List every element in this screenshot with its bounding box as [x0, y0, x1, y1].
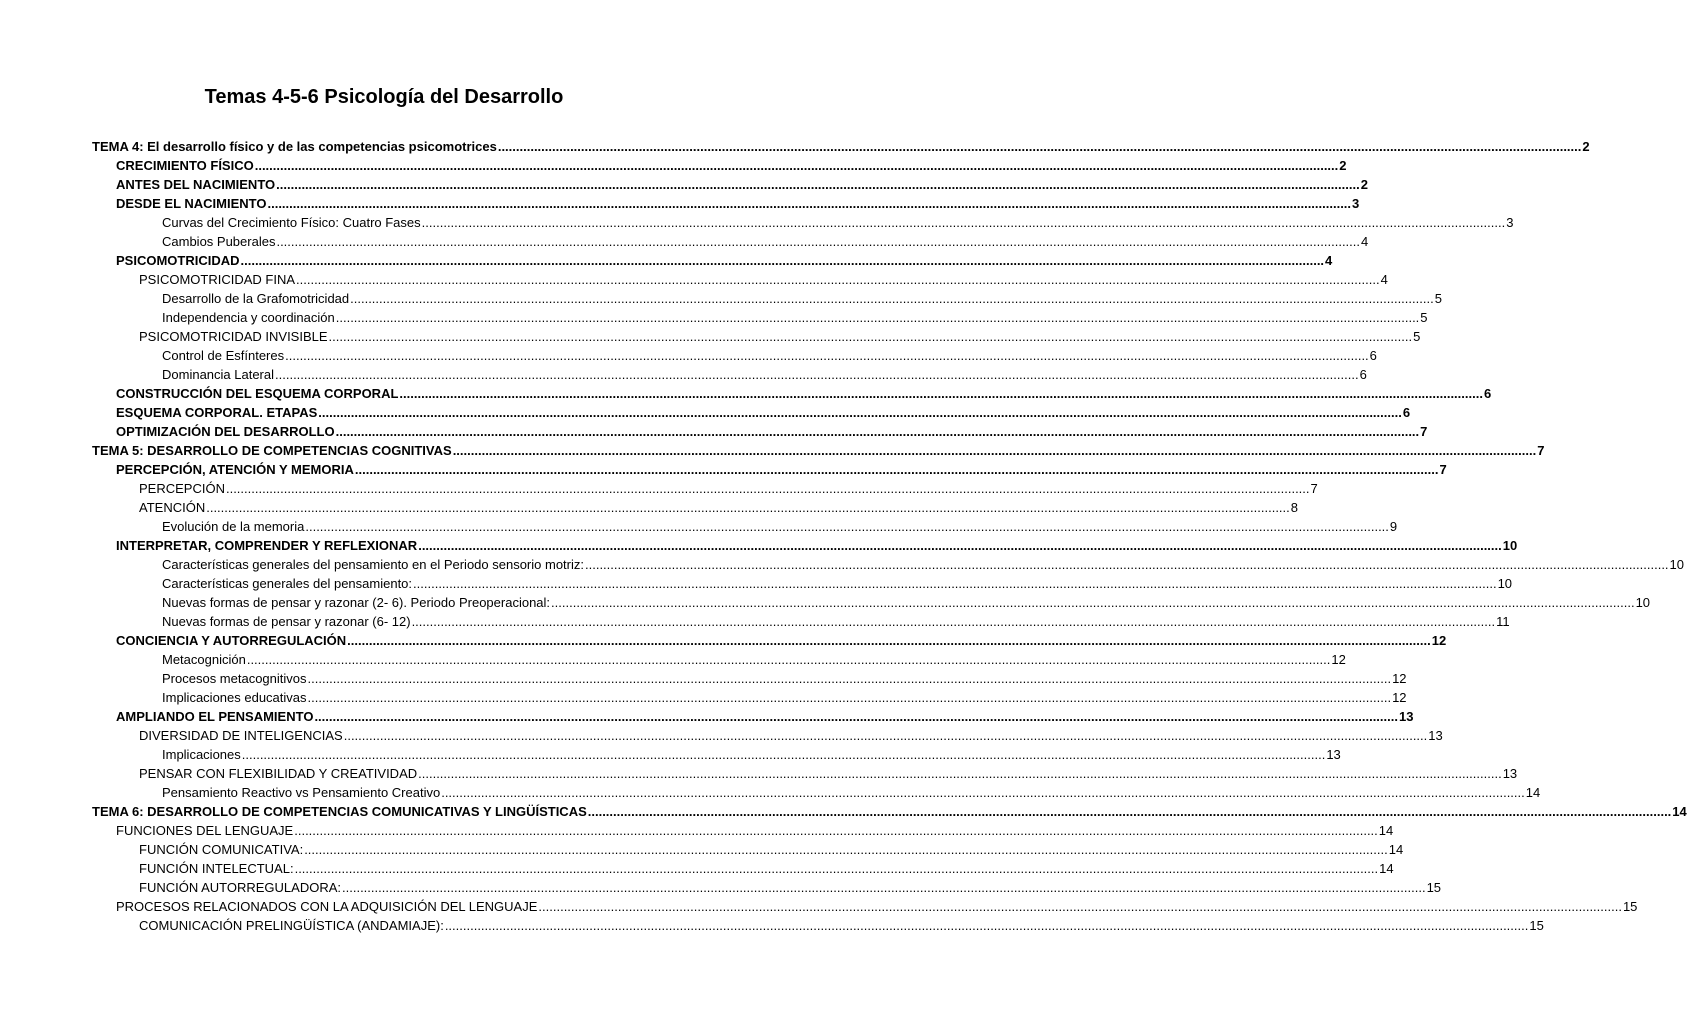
toc-entry[interactable]	[139, 915, 1544, 934]
toc-leader-dots: ............................................................................................................................................................................................................................................................................................................	[307, 671, 1392, 686]
toc-leader-dots: ............................................................................................................................................................................................................................................................................................................	[305, 519, 1389, 534]
toc-entry-title: CONCIENCIA Y AUTORREGULACIÓN	[116, 633, 347, 648]
toc-leader-dots: ............................................................................................................................................................................................................................................................................................................	[318, 405, 1402, 420]
toc-leader-dots: ............................................................................................................................................................................................................................................................................................................	[307, 690, 1392, 705]
toc-entry[interactable]	[116, 820, 1394, 839]
toc-leader-dots: ............................................................................................................................................................................................................................................................................................................	[294, 823, 1378, 838]
toc-entry-page: 7	[1310, 481, 1318, 496]
toc-entry-page: 10	[1635, 595, 1651, 610]
toc-leader-dots: ............................................................................................................................................................................................................................................................................................................	[276, 234, 1360, 249]
toc-entry-title: AMPLIANDO EL PENSAMIENTO	[116, 709, 314, 724]
toc-leader-dots: ............................................................................................................................................................................................................................................................................................................	[328, 329, 1413, 344]
toc-entry[interactable]	[116, 402, 1411, 421]
toc-leader-dots: ............................................................................................................................................................................................................................................................................................................	[304, 842, 1388, 857]
toc-leader-dots: ............................................................................................................................................................................................................................................................................................................	[411, 614, 1496, 629]
toc-entry-title: FUNCIONES DEL LENGUAJE	[116, 823, 294, 838]
toc-entry-title: FUNCIÓN AUTORREGULADORA:	[139, 880, 342, 895]
toc-entry[interactable]	[116, 383, 1492, 402]
toc-entry-title: PERCEPCIÓN, ATENCIÓN Y MEMORIA	[116, 462, 354, 477]
toc-entry-title: PSICOMOTRICIDAD INVISIBLE	[139, 329, 328, 344]
toc-entry[interactable]	[139, 497, 1298, 516]
toc-entry[interactable]	[92, 801, 1687, 820]
toc-entry-title: OPTIMIZACIÓN DEL DESARROLLO	[116, 424, 335, 439]
toc-entry-title: DESDE EL NACIMIENTO	[116, 196, 267, 211]
toc-entry[interactable]	[162, 288, 1442, 307]
toc-entry[interactable]	[116, 535, 1518, 554]
toc-entry-title: Cambios Puberales	[162, 234, 276, 249]
toc-entry-page: 15	[1529, 918, 1544, 933]
toc-entry-page: 14	[1379, 861, 1394, 876]
toc-entry-page: 14	[1525, 785, 1541, 800]
toc-entry-page: 12	[1331, 652, 1346, 667]
toc-entry-page: 2	[1582, 139, 1590, 154]
toc-entry-title: Nuevas formas de pensar y razonar (6- 12)	[162, 614, 411, 629]
toc-entry-title: Pensamiento Reactivo vs Pensamiento Creativo	[162, 785, 441, 800]
toc-entry[interactable]	[162, 516, 1398, 535]
toc-leader-dots: ............................................................................................................................................................................................................................................................................................................	[587, 804, 1672, 819]
document-title: Temas 4-5-6 Psicología del Desarrollo	[204, 86, 564, 108]
toc-entry[interactable]	[162, 668, 1407, 687]
toc-entry-page: 5	[1420, 310, 1428, 325]
toc-leader-dots: ............................................................................................................................................................................................................................................................................................................	[538, 899, 1622, 914]
toc-entry-title: Implicaciones educativas	[162, 690, 307, 705]
toc-entry[interactable]	[116, 250, 1333, 269]
toc-leader-dots: ............................................................................................................................................................................................................................................................................................................	[335, 424, 1420, 439]
toc-entry[interactable]	[162, 687, 1407, 706]
toc-entry-title: TEMA 5: DESARROLLO DE COMPETENCIAS COGNITIVAS	[92, 443, 452, 458]
toc-entry-title: COMUNICACIÓN PRELINGÜÍSTICA (ANDAMIAJE):	[139, 918, 444, 933]
toc-entry[interactable]	[116, 459, 1447, 478]
toc-leader-dots: ............................................................................................................................................................................................................................................................................................................	[296, 272, 1380, 287]
toc-entry-page: 6	[1369, 348, 1377, 363]
toc-leader-dots: ............................................................................................................................................................................................................................................................................................................	[585, 557, 1669, 572]
toc-leader-dots: ............................................................................................................................................................................................................................................................................................................	[294, 861, 1379, 876]
toc-entry-title: ATENCIÓN	[139, 500, 206, 515]
toc-entry-title: Implicaciones	[162, 747, 241, 762]
toc-entry-page: 2	[1339, 158, 1347, 173]
toc-entry-page: 2	[1360, 177, 1368, 192]
toc-entry[interactable]	[116, 630, 1447, 649]
toc-entry-title: PERCEPCIÓN	[139, 481, 225, 496]
toc-leader-dots: ............................................................................................................................................................................................................................................................................................................	[206, 500, 1290, 515]
toc-entry[interactable]	[162, 782, 1541, 801]
toc-entry[interactable]	[116, 421, 1428, 440]
toc-entry-title: ESQUEMA CORPORAL. ETAPAS	[116, 405, 318, 420]
toc-entry[interactable]	[162, 744, 1341, 763]
toc-leader-dots: ............................................................................................................................................................................................................................................................................................................	[413, 576, 1497, 591]
toc-entry-title: PENSAR CON FLEXIBILIDAD Y CREATIVIDAD	[139, 766, 418, 781]
toc-entry-title: Curvas del Crecimiento Físico: Cuatro Fases	[162, 215, 421, 230]
toc-entry-title: Características generales del pensamiento:	[162, 576, 413, 591]
toc-leader-dots: ............................................................................................................................................................................................................................................................................................................	[441, 785, 1525, 800]
toc-entry[interactable]	[92, 136, 1590, 155]
toc-leader-dots: ............................................................................................................................................................................................................................................................................................................	[418, 538, 1502, 553]
toc-entry[interactable]	[162, 231, 1369, 250]
toc-leader-dots: ............................................................................................................................................................................................................................................................................................................	[347, 633, 1431, 648]
toc-entry-page: 15	[1426, 880, 1442, 895]
toc-entry-page: 7	[1537, 443, 1545, 458]
toc-entry[interactable]	[162, 649, 1346, 668]
toc-entry-page: 13	[1502, 766, 1518, 781]
toc-entry[interactable]	[162, 307, 1428, 326]
toc-leader-dots: ............................................................................................................................................................................................................................................................................................................	[452, 443, 1537, 458]
toc-entry[interactable]	[139, 858, 1394, 877]
toc-entry[interactable]	[139, 877, 1442, 896]
toc-leader-dots: ............................................................................................................................................................................................................................................................................................................	[241, 747, 1326, 762]
toc-entry-page: 11	[1496, 614, 1510, 629]
toc-entry-page: 12	[1431, 633, 1447, 648]
toc-entry[interactable]	[116, 896, 1638, 915]
toc-entry[interactable]	[139, 269, 1388, 288]
toc-entry[interactable]	[139, 478, 1318, 497]
toc-leader-dots: ............................................................................................................................................................................................................................................................................................................	[335, 310, 1420, 325]
toc-leader-dots: ............................................................................................................................................................................................................................................................................................................	[240, 253, 1325, 268]
toc-leader-dots: ............................................................................................................................................................................................................................................................................................................	[254, 158, 1339, 173]
toc-leader-dots: ............................................................................................................................................................................................................................................................................................................	[314, 709, 1398, 724]
toc-entry[interactable]	[162, 364, 1367, 383]
toc-entry-title: Procesos metacognitivos	[162, 671, 307, 686]
toc-entry-title: FUNCIÓN INTELECTUAL:	[139, 861, 294, 876]
toc-leader-dots: ............................................................................................................................................................................................................................................................................................................	[275, 367, 1359, 382]
toc-entry-page: 5	[1434, 291, 1442, 306]
toc-entry[interactable]	[162, 345, 1377, 364]
toc-entry-page: 15	[1622, 899, 1638, 914]
toc-entry-page: 12	[1392, 690, 1407, 705]
toc-entry-page: 14	[1388, 842, 1404, 857]
toc-leader-dots: ............................................................................................................................................................................................................................................................................................................	[421, 215, 1506, 230]
toc-entry[interactable]	[139, 763, 1518, 782]
toc-entry[interactable]	[162, 554, 1685, 573]
toc-entry-page: 10	[1669, 557, 1685, 572]
toc-entry[interactable]	[162, 573, 1513, 592]
toc-entry-title: TEMA 6: DESARROLLO DE COMPETENCIAS COMUNICATIVAS Y LINGÜÍSTICAS	[92, 804, 587, 819]
toc-entry-page: 14	[1672, 804, 1687, 819]
toc-entry-page: 13	[1398, 709, 1414, 724]
toc-leader-dots: ............................................................................................................................................................................................................................................................................................................	[354, 462, 1439, 477]
toc-leader-dots: ............................................................................................................................................................................................................................................................................................................	[285, 348, 1369, 363]
toc-entry-page: 12	[1392, 671, 1407, 686]
toc-leader-dots: ............................................................................................................................................................................................................................................................................................................	[276, 177, 1360, 192]
toc-entry-title: Metacognición	[162, 652, 246, 667]
toc-entry[interactable]	[162, 212, 1514, 231]
toc-entry-title: Características generales del pensamiento en el Periodo sensorio motriz:	[162, 557, 584, 572]
toc-entry-page: 6	[1359, 367, 1367, 382]
toc-entry-page: 8	[1290, 500, 1298, 515]
toc-entry[interactable]	[116, 193, 1360, 212]
toc-entry[interactable]	[116, 155, 1347, 174]
toc-entry-title: Desarrollo de la Grafomotricidad	[162, 291, 350, 306]
toc-entry-page: 7	[1439, 462, 1447, 477]
toc-entry-title: Nuevas formas de pensar y razonar (2- 6). Periodo Preoperacional:	[162, 595, 551, 610]
toc-entry[interactable]	[162, 592, 1651, 611]
toc-entry-page: 6	[1402, 405, 1411, 420]
toc-entry-page: 4	[1380, 272, 1388, 287]
toc-entry-title: Evolución de la memoria	[162, 519, 305, 534]
toc-leader-dots: ............................................................................................................................................................................................................................................................................................................	[267, 196, 1352, 211]
toc-leader-dots: ............................................................................................................................................................................................................................................................................................................	[418, 766, 1502, 781]
toc-entry[interactable]	[116, 174, 1368, 193]
toc-entry-page: 4	[1325, 253, 1333, 268]
toc-entry-title: Control de Esfínteres	[162, 348, 285, 363]
toc-entry[interactable]	[92, 440, 1545, 459]
toc-leader-dots: ............................................................................................................................................................................................................................................................................................................	[551, 595, 1635, 610]
toc-leader-dots: ............................................................................................................................................................................................................................................................................................................	[399, 386, 1483, 401]
toc-entry-page: 6	[1483, 386, 1492, 401]
toc-entry-title: CRECIMIENTO FÍSICO	[116, 158, 254, 173]
toc-leader-dots: ............................................................................................................................................................................................................................................................................................................	[343, 728, 1428, 743]
toc-entry-page: 3	[1352, 196, 1360, 211]
toc-leader-dots: ............................................................................................................................................................................................................................................................................................................	[444, 918, 1529, 933]
toc-entry-title: ANTES DEL NACIMIENTO	[116, 177, 276, 192]
toc-entry-title: PSICOMOTRICIDAD FINA	[139, 272, 296, 287]
toc-entry-title: PSICOMOTRICIDAD	[116, 253, 240, 268]
toc-entry[interactable]	[139, 326, 1421, 345]
toc-entry-title: INTERPRETAR, COMPRENDER Y REFLEXIONAR	[116, 538, 418, 553]
toc-entry-title: Independencia y coordinación	[162, 310, 335, 325]
toc-entry-page: 5	[1413, 329, 1421, 344]
toc-entry-page: 9	[1389, 519, 1398, 534]
toc-entry-title: PROCESOS RELACIONADOS CON LA ADQUISICIÓN DEL LENGUAJE	[116, 899, 538, 914]
toc-entry[interactable]	[162, 611, 1510, 630]
toc-entry-page: 13	[1428, 728, 1443, 743]
toc-entry-page: 7	[1420, 424, 1428, 439]
toc-leader-dots: ............................................................................................................................................................................................................................................................................................................	[497, 139, 1582, 154]
toc-entry-title: DIVERSIDAD DE INTELIGENCIAS	[139, 728, 343, 743]
toc-entry-page: 4	[1361, 234, 1369, 249]
toc-leader-dots: ............................................................................................................................................................................................................................................................................................................	[246, 652, 1331, 667]
toc-entry-title: CONSTRUCCIÓN DEL ESQUEMA CORPORAL	[116, 386, 399, 401]
toc-entry-title: Dominancia Lateral	[162, 367, 275, 382]
toc-entry-page: 14	[1378, 823, 1394, 838]
toc-entry[interactable]	[139, 725, 1443, 744]
toc-entry-page: 3	[1506, 215, 1514, 230]
toc-entry-title: TEMA 4: El desarrollo físico y de las competencias psicomotrices	[92, 139, 497, 154]
toc-entry-title: FUNCIÓN COMUNICATIVA:	[139, 842, 304, 857]
toc-leader-dots: ............................................................................................................................................................................................................................................................................................................	[342, 880, 1426, 895]
toc-entry-page: 10	[1502, 538, 1518, 553]
toc-leader-dots: ............................................................................................................................................................................................................................................................................................................	[225, 481, 1310, 496]
toc-leader-dots: ............................................................................................................................................................................................................................................................................................................	[350, 291, 1434, 306]
toc-entry[interactable]	[139, 839, 1404, 858]
toc-entry-page: 13	[1326, 747, 1341, 762]
toc-entry-page: 10	[1497, 576, 1513, 591]
toc-entry[interactable]	[116, 706, 1414, 725]
